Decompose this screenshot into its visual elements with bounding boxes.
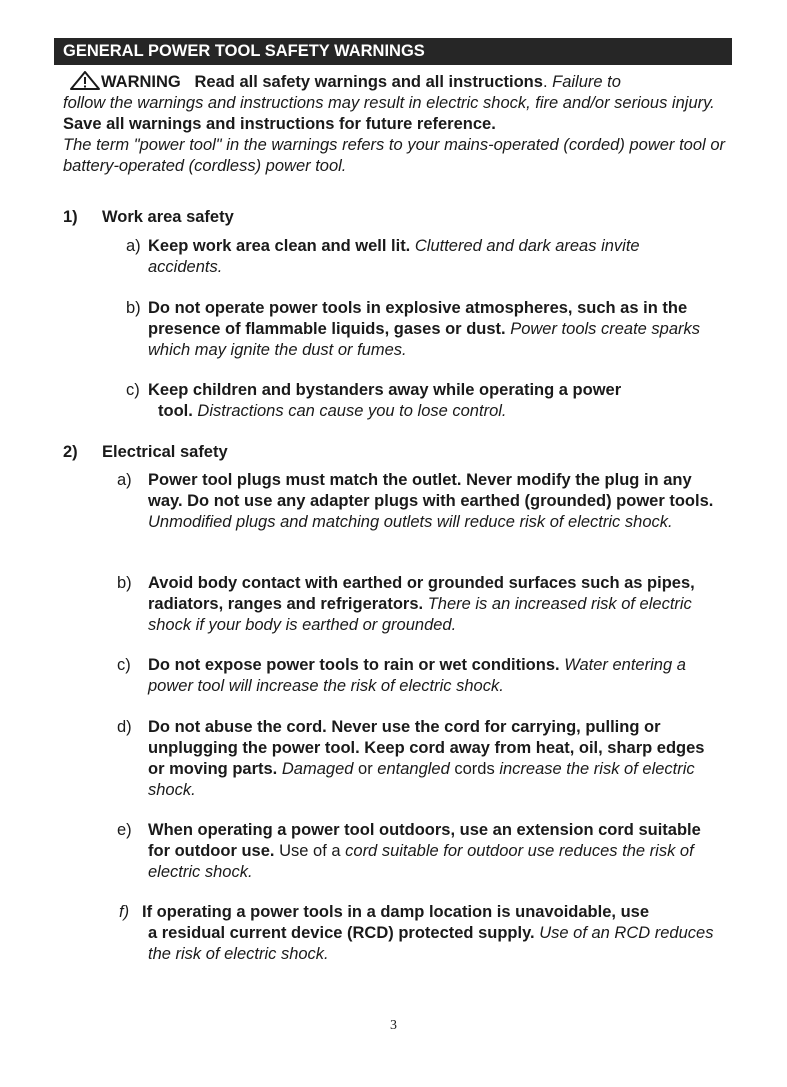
item-bold: a residual current device (RCD) protected supply.	[148, 924, 535, 942]
section-electrical-safety	[63, 442, 228, 463]
list-item	[0, 717, 720, 801]
list-item	[0, 470, 728, 533]
item-italic: entangled	[377, 760, 450, 778]
list-item	[0, 655, 708, 697]
item-letter: a)	[126, 237, 141, 255]
section-title: Work area safety	[102, 208, 234, 226]
section-title: Electrical safety	[102, 443, 228, 461]
list-item	[0, 573, 720, 636]
item-italic: Distractions can cause you to lose control.	[197, 402, 507, 420]
item-bold: Do not expose power tools to rain or wet conditions.	[148, 656, 560, 674]
item-bold: When operating a power tool outdoors, use an extension cord suitable for outdoor use.	[148, 821, 701, 860]
item-plain: cords	[454, 760, 495, 778]
item-bold: Avoid body contact with earthed or grounded surfaces such as pipes, radiators, ranges and refrigerators.	[148, 574, 695, 613]
page-number: 3	[390, 1018, 397, 1033]
intro-block	[63, 71, 725, 177]
item-italic: There is an increased risk of electric shock if your body is earthed or grounded.	[148, 595, 692, 634]
power-tool-term: The term "power tool" in the warnings refers to your mains-operated (corded) power tool or battery-operated (cordless) power tool.	[63, 136, 725, 175]
item-plain: or	[358, 760, 373, 778]
warning-consequence: follow the warnings and instructions may result in electric shock, fire and/or serious injury.	[63, 94, 715, 112]
item-letter: b)	[126, 299, 141, 317]
item-bold: Do not abuse the cord. Never use the cord for carrying, pulling or unplugging the power tool. Keep cord away from heat, oil, sharp edges or moving parts.	[148, 718, 705, 778]
warning-italic-start: Failure to	[552, 73, 621, 91]
item-letter: b)	[117, 574, 132, 592]
item-letter: c)	[126, 381, 140, 399]
list-item	[0, 820, 708, 883]
item-italic: cord suitable for outdoor use reduces the risk of electric shock.	[148, 842, 694, 881]
list-item	[0, 902, 728, 965]
warning-heading: Read all safety warnings and all instructions	[194, 73, 543, 91]
section-number: 1)	[63, 208, 78, 226]
item-bold-line: If operating a power tools in a damp location is unavoidable, use	[142, 903, 649, 921]
item-bold: Do not operate power tools in explosive atmospheres, such as in the presence of flammable liquids, gases or dust.	[148, 299, 688, 338]
warning-label: WARNING	[101, 73, 181, 91]
item-italic: Cluttered and dark areas invite accidents.	[148, 237, 640, 276]
list-item	[0, 380, 718, 422]
item-letter: c)	[117, 656, 131, 674]
item-bold-line: Keep children and bystanders away while operating a power	[148, 381, 622, 399]
save-instructions: Save all warnings and instructions for future reference.	[63, 115, 496, 133]
section-work-area-safety	[63, 207, 234, 228]
list-item	[0, 298, 718, 361]
item-italic: Water entering a power tool will increase the risk of electric shock.	[148, 656, 686, 695]
item-letter: f)	[119, 903, 130, 921]
item-italic: Unmodified plugs and matching outlets will reduce risk of electric shock.	[148, 513, 673, 531]
item-letter: a)	[117, 471, 132, 489]
item-italic: Power tools create sparks which may ignite the dust or fumes.	[148, 320, 701, 359]
item-bold: tool.	[158, 402, 193, 420]
warning-triangle-icon	[69, 71, 101, 90]
item-italic: increase the risk of electric shock.	[148, 760, 695, 799]
item-italic: Damaged	[281, 760, 354, 778]
item-bold: Power tool plugs must match the outlet. Never modify the plug in any way. Do not use any adapter plugs with earthed (grounded) power tools.	[148, 471, 714, 510]
item-letter: d)	[117, 718, 132, 736]
item-bold: Keep work area clean and well lit.	[148, 237, 411, 255]
warning-line	[63, 71, 725, 93]
item-letter: e)	[117, 821, 132, 839]
section-number: 2)	[63, 443, 78, 461]
warning-dot: .	[542, 73, 548, 91]
item-plain: Use of a	[279, 842, 341, 860]
section-header: GENERAL POWER TOOL SAFETY WARNINGS	[54, 38, 732, 65]
list-item	[0, 236, 718, 278]
item-italic: Use of an RCD reduces the risk of electric shock.	[148, 924, 714, 963]
